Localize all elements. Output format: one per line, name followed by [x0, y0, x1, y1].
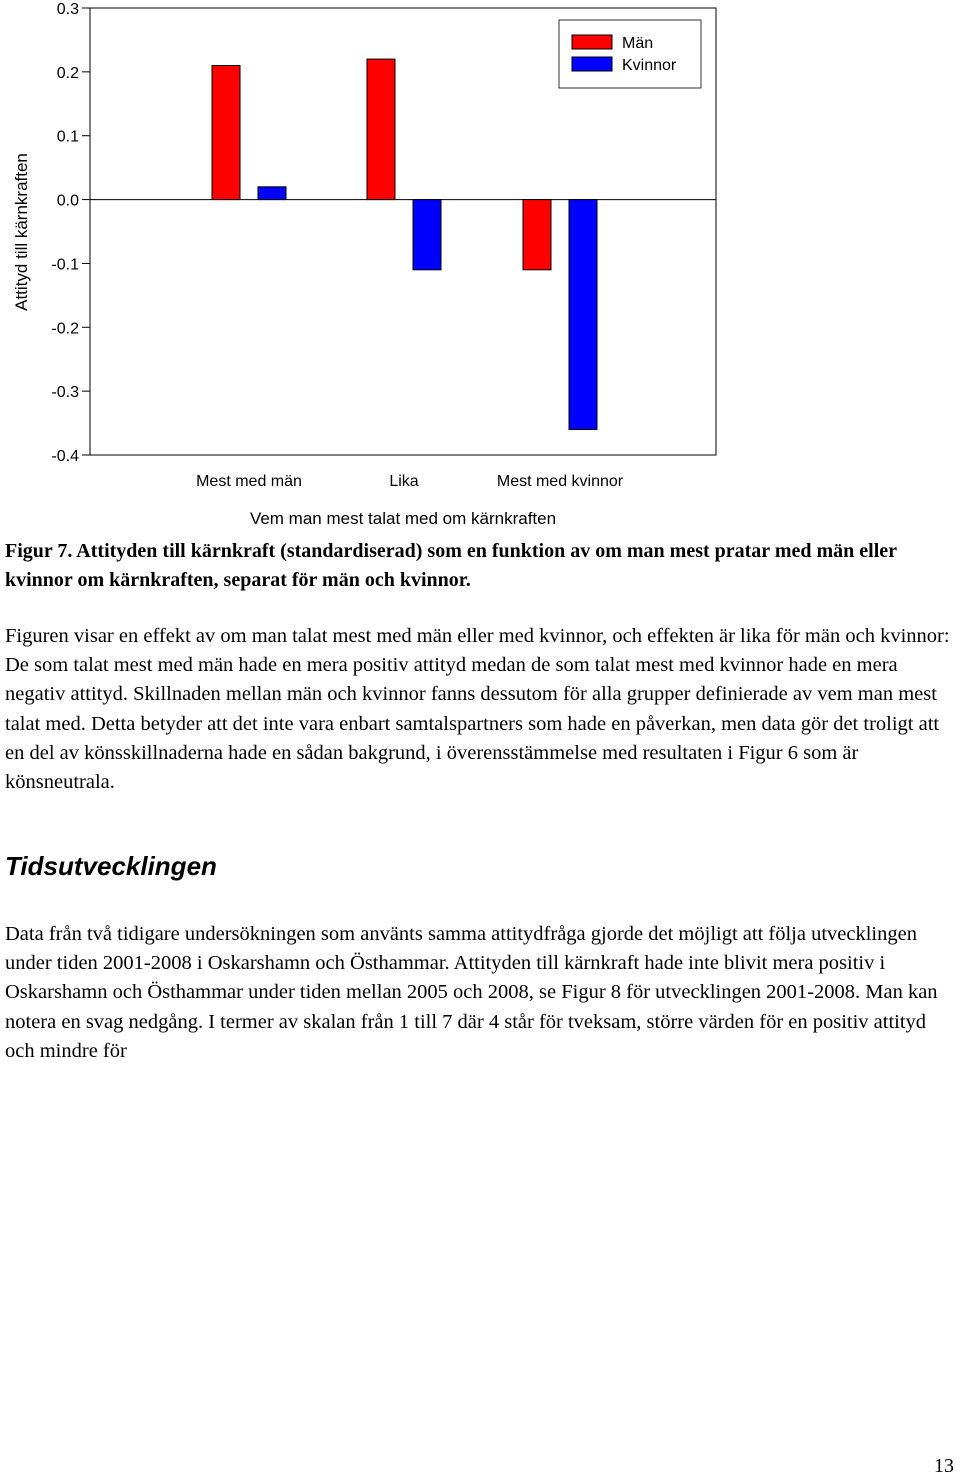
legend-label-kvinnor: Kvinnor — [622, 57, 677, 74]
bar-kvinnor — [569, 200, 597, 430]
legend-label-man: Män — [622, 35, 654, 52]
y-tick-label: -0.1 — [51, 256, 79, 274]
x-tick-label: Mest med män — [196, 473, 302, 490]
bar-chart — [0, 0, 960, 530]
body-paragraph: Data från två tidigare undersökningen som använts samma attitydfråga gjorde det möjligt att följa utvecklingen under tiden 2001-2008 i Oskarshamn och Östhammar. Attityden till kärnkraft hade inte blivit mera positiv i Oskarshamn och Östhammar under tiden mellan 2005 och 2008, se Figur 8 för utvecklingen 2001-2008. Man kan notera en svag nedgång. I termer av skalan från 1 till 7 där 4 står för tveksam, större värden för en positiv attityd och mindre för — [5, 923, 938, 1062]
y-tick-label: 0.0 — [56, 192, 79, 210]
y-tick-label: 0.2 — [56, 64, 79, 82]
x-axis-label: Vem man mest talat med om kärnkraften — [249, 509, 557, 528]
y-tick-label: 0.3 — [56, 1, 79, 18]
x-tick-label: Lika — [389, 473, 419, 490]
y-tick-label: -0.2 — [51, 320, 79, 338]
legend — [559, 20, 701, 88]
bar-man — [212, 65, 240, 199]
legend-box — [559, 20, 701, 88]
legend-swatch-man — [572, 35, 612, 49]
y-tick-label: -0.4 — [51, 448, 79, 465]
y-tick-label: -0.3 — [51, 384, 79, 402]
x-tick-label: Mest med kvinnor — [496, 473, 624, 490]
bar-kvinnor — [258, 187, 286, 200]
page-number: 13 — [934, 1455, 954, 1477]
bar-man — [523, 200, 551, 270]
section-heading: Tidsutvecklingen — [5, 851, 217, 881]
bar-man — [367, 59, 395, 199]
body-paragraph: Figuren visar en effekt av om man talat mest med män eller med kvinnor, och effekten är lika för män och kvinnor: De som talat mest med män hade en mera positiv attityd medan de som talat mest med kvinnor hade en mera negativ attityd. Skillnaden mellan män och kvinnor fanns dessutom för alla grupper definierade av vem man mest talat med. Detta betyder att det inte vara enbart samtalspartners som hade en påverkan, men data gör det troligt att en del av könsskillnaderna hade en sådan bakgrund, i överensstämmelse med resultaten i Figur 6 som är könsneutrala. — [5, 625, 950, 794]
figure-caption: Figur 7. Attityden till kärnkraft (standardiserad) som en funktion av om man mest pratar med män eller kvinnor om kärnkraften, separat för män och kvinnor. — [5, 540, 897, 591]
y-tick-label: 0.1 — [56, 128, 79, 146]
bar-kvinnor — [413, 200, 441, 270]
legend-swatch-kvinnor — [572, 57, 612, 71]
y-axis-label: Attityd till kärnkraften — [12, 153, 31, 311]
